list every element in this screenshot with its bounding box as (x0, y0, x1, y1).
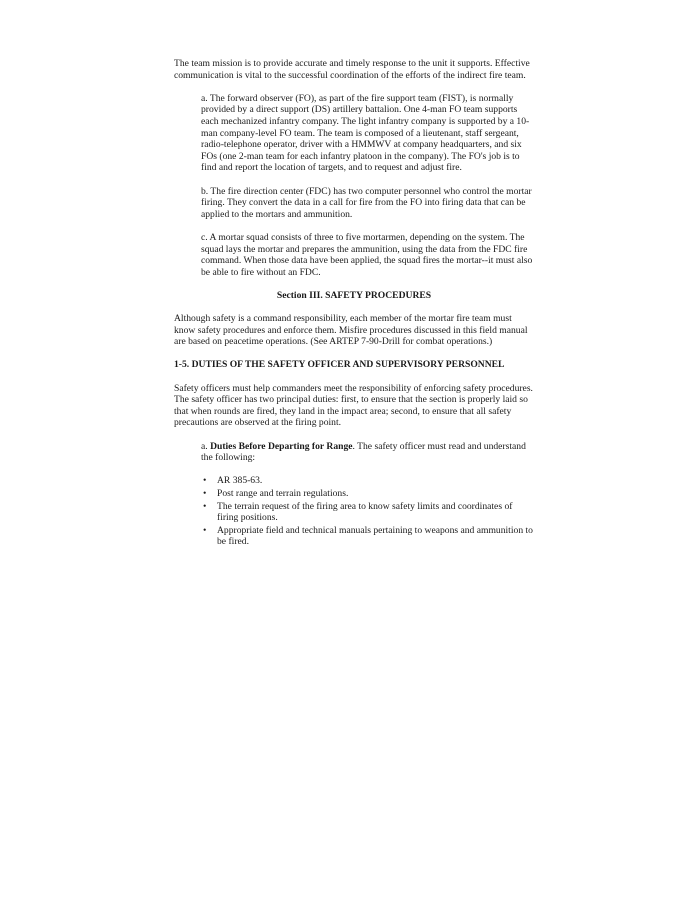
document-page (174, 58, 534, 549)
section-title: Section III. SAFETY PROCEDURES (276, 289, 432, 301)
paragraph-b-fire-direction-center: b. The fire direction center (FDC) has two computer personnel who control the mortar firing. They convert the data in a call for fire from the FO into firing data that can be applied to the mortars and ammunition. (201, 185, 532, 220)
duties-a-prefix: a. (201, 440, 211, 452)
safety-intro-paragraph: Although safety is a command responsibility, each member of the mortar fire team must know safety procedures and enforce them. Misfire procedures discussed in this field manual are based on peacetime operations. (See ARTEP 7-90-Drill for combat operations.) (174, 313, 528, 348)
bullet-icon: • (203, 524, 207, 536)
list-item-text: Post range and terrain regulations. (217, 487, 349, 499)
intro-paragraph: The team mission is to provide accurate and timely response to the unit it supports. Effective communication is vital to the successful coordination of the efforts of the indirect fire team. (174, 58, 530, 81)
duties-before-range-paragraph (201, 441, 534, 464)
duties-a-text: . The safety officer must read and understand the following: (201, 440, 526, 464)
list-item (203, 500, 534, 524)
duties-intro-paragraph: Safety officers must help commanders meet the responsibility of enforcing safety procedures. The safety officer has two principal duties: first, to ensure that the section is properly laid so that when rounds are fired, they land in the impact area; second, to ensure that all safety precautions are observed at the firing point. (174, 382, 533, 429)
required-reading-list (201, 475, 534, 548)
list-item-text: AR 385-63. (217, 475, 263, 487)
list-item-text: Appropriate field and technical manuals pertaining to weapons and ammunition to be fired. (217, 524, 533, 548)
paragraph-c-mortar-squad: c. A mortar squad consists of three to five mortarmen, depending on the system. The squad lays the mortar and prepares the ammunition, using the data from the FDC fire command. When those data have been applied, the squad fires the mortar--it must also be able to fire without an FDC. (201, 231, 533, 278)
list-item (203, 487, 534, 500)
paragraph-a-forward-observer: a. The forward observer (FO), as part of the fire support team (FIST), is normally provided by a direct support (DS) artillery battalion. One 4-man FO team supports each mechanized infantry company. The light infantry company is supported by a 10-man company-level FO team. The team is composed of a lieutenant, staff sergeant, radio-telephone operator, driver with a HMMWV at company headquarters, and six FOs (one 2-man team for each infantry platoon in the company). The FO's job is to find and report the location of targets, and to request and adjust fire. (201, 92, 530, 174)
bullet-icon: • (203, 500, 207, 512)
list-item-text: The terrain request of the firing area to know safety limits and coordinates of firing positions. (217, 500, 513, 524)
duties-a-heading: Duties Before Departing for Range (210, 440, 353, 452)
bullet-icon: • (203, 475, 207, 487)
subsection-heading: 1-5. DUTIES OF THE SAFETY OFFICER AND SUPERVISORY PERSONNEL (174, 359, 505, 371)
bullet-icon: • (203, 487, 207, 499)
list-item (203, 475, 534, 487)
list-item (203, 524, 534, 548)
